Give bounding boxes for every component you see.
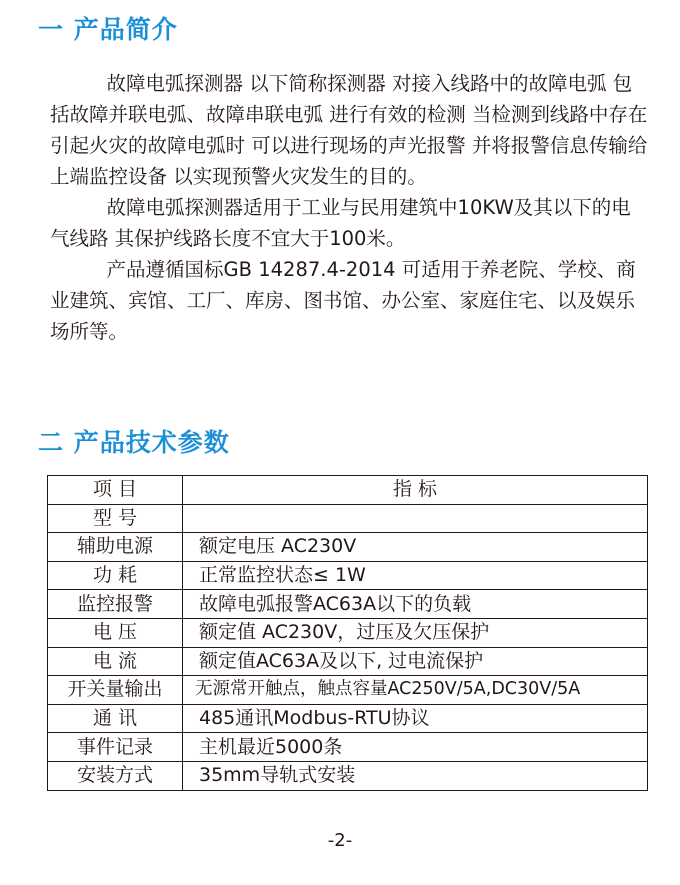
row-label: 通 讯 (48, 704, 183, 733)
row-label: 辅助电源 (48, 533, 183, 562)
row-label: 事件记录 (48, 733, 183, 762)
intro-paragraph: 产品遵循国标GB 14287.4-2014 可适用于养老院、学校、商业建筑、宾馆、工厂、库房、图书馆、办公室、家庭住宅、以及娱乐场所等。 (50, 258, 636, 343)
row-value: 额定电压 AC230V (183, 533, 648, 562)
table-header-row (48, 476, 648, 505)
spec-table (47, 475, 648, 791)
row-value: 故障电弧报警AC63A以下的负载 (183, 590, 648, 619)
intro-paragraph: 故障电弧探测器 以下简称探测器 对接入线路中的故障电弧 包括故障并联电弧、故障串联电弧 进行有效的检测 当检测到线路中存在引起火灾的故障电弧时 可以进行现场的声光报警 并将报警信息传输给上端监控设备 以实现预警火灾发生的目的。 (50, 72, 648, 188)
table-row (48, 618, 648, 647)
section-title-specs: 二 产品技术参数 (38, 428, 230, 457)
row-value: 无源常开触点，触点容量AC250V/5A,DC30V/5A (183, 676, 648, 705)
row-label: 功 耗 (48, 561, 183, 590)
header-item: 项 目 (48, 476, 183, 505)
table-row (48, 733, 648, 762)
table-row (48, 561, 648, 590)
intro-paragraph: 故障电弧探测器适用于工业与民用建筑中10KW及其以下的电气线路 其保护线路长度不宜大于100米。 (50, 196, 631, 250)
row-value: 正常监控状态≤ 1W (183, 561, 648, 590)
intro-text (50, 68, 650, 347)
row-label: 开关量输出 (48, 676, 183, 705)
row-label: 安装方式 (48, 761, 183, 790)
table-row (48, 761, 648, 790)
row-value (183, 504, 648, 533)
table-row (48, 590, 648, 619)
section-title-intro: 一 产品简介 (38, 15, 178, 44)
table-row (48, 704, 648, 733)
row-value: 额定值 AC230V，过压及欠压保护 (183, 618, 648, 647)
row-label: 监控报警 (48, 590, 183, 619)
table-row (48, 676, 648, 705)
row-label: 电 流 (48, 647, 183, 676)
row-value: 额定值AC63A及以下, 过电流保护 (183, 647, 648, 676)
table-row (48, 647, 648, 676)
row-value: 485通讯Modbus-RTU协议 (183, 704, 648, 733)
header-value: 指 标 (183, 476, 648, 505)
page-number: -2- (327, 830, 353, 851)
row-label: 型 号 (48, 504, 183, 533)
table-row (48, 504, 648, 533)
row-value: 35mm导轨式安装 (183, 761, 648, 790)
row-value: 主机最近5000条 (183, 733, 648, 762)
row-label: 电 压 (48, 618, 183, 647)
table-row (48, 533, 648, 562)
